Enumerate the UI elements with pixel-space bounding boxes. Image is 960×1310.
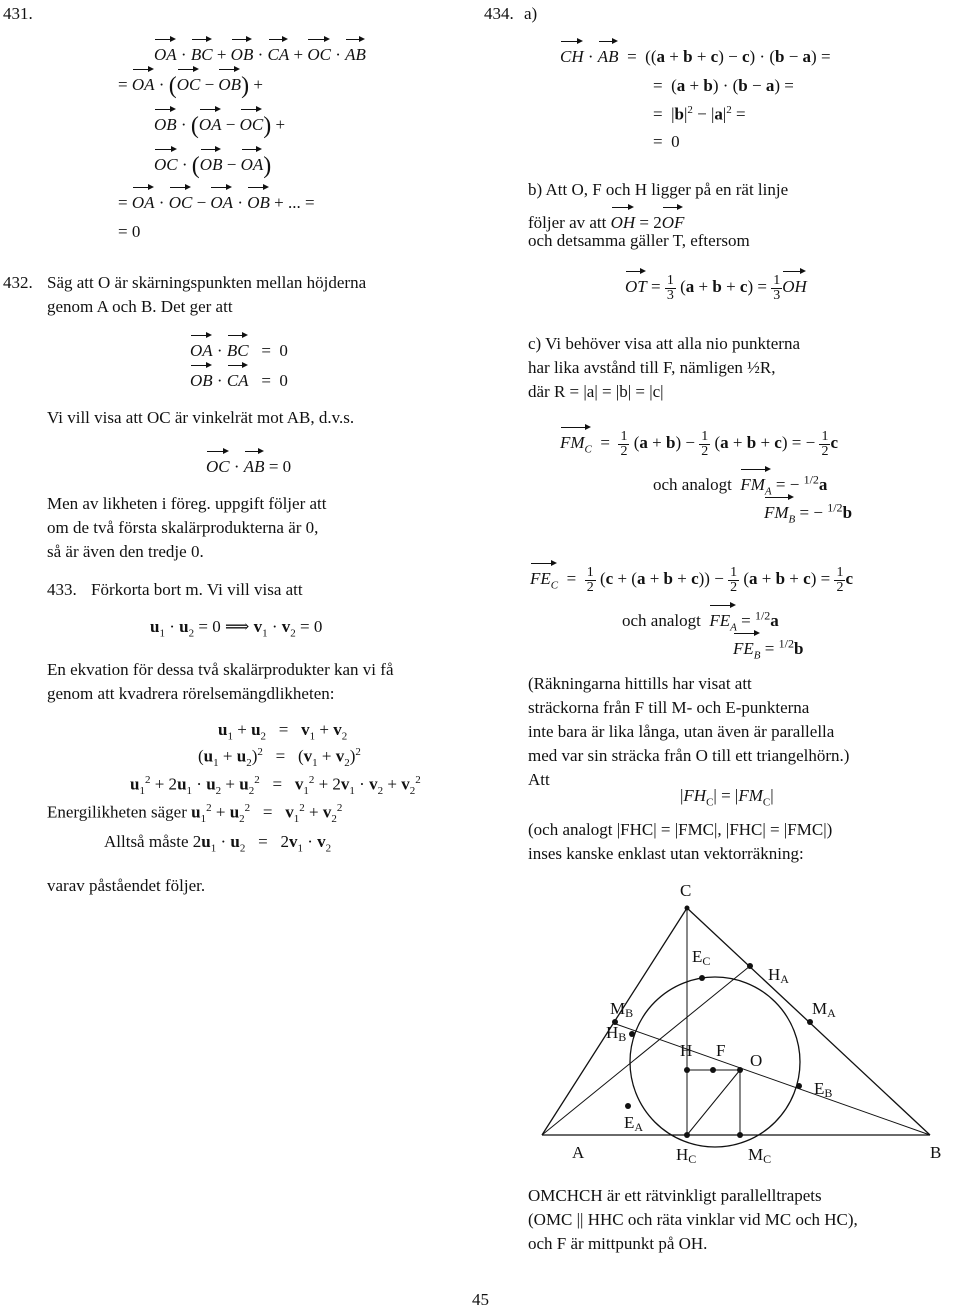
eq-431-line3: OB · (OA − OC) + xyxy=(154,106,285,141)
text-434c-att: Att xyxy=(528,770,550,789)
text-434c-remark2: sträckorna från F till M- och E-punkterna xyxy=(528,698,810,717)
svg-text:H: H xyxy=(680,1041,693,1060)
text-434b-line1: b) Att O, F och H ligger på en rät linje xyxy=(528,180,789,199)
eq-431-line6: = 0 xyxy=(118,222,141,241)
point-HC xyxy=(684,1132,690,1138)
point-EA xyxy=(625,1103,631,1109)
text-434c-remark3: inte bara är lika långa, utan även är parallella xyxy=(528,722,835,741)
point-O xyxy=(737,1067,743,1073)
text-433-conclusion: varav påståendet följer. xyxy=(47,876,206,895)
nine-point-circle xyxy=(630,977,800,1147)
point-EB xyxy=(796,1083,802,1089)
text-433-line2: genom att kvadrera rörelsemängdlikheten: xyxy=(47,684,335,703)
eq-434c-FEB: $FE_B = ^{1/2}b$ xyxy=(733,630,803,662)
segment-HC-O xyxy=(687,1070,740,1135)
text-434c-line1: c) Vi behöver visa att alla nio punkterna xyxy=(528,334,800,353)
text-432-line2: om de två första skalärprodukterna är 0, xyxy=(47,518,319,537)
eq-431-line4: OC · (OB − OA) xyxy=(154,146,271,181)
eq-431-line2: = OA · (OC − OB) + xyxy=(118,66,263,101)
text-432-intro2: genom A och B. Det ger att xyxy=(47,297,233,316)
text-434-fig3: och F är mittpunkt på OH. xyxy=(528,1234,708,1253)
svg-text:HC: HC xyxy=(676,1145,697,1166)
point-MA xyxy=(807,1019,813,1025)
text-434c-vector: inses kanske enklast utan vektorräkning: xyxy=(528,844,804,863)
page-number: 45 xyxy=(472,1290,489,1309)
text-434b-line3: och detsamma gäller T, eftersom xyxy=(528,231,750,250)
eq-434a-line4: = 0 xyxy=(653,132,680,151)
svg-text:MB: MB xyxy=(610,999,634,1020)
problem-431-number: 431. xyxy=(3,4,33,23)
eq-434b-OT: OT = $\frac{1}{3}$ (a + b + c) = $\frac{1}{3}$ OH xyxy=(625,268,807,303)
eq-433-row2: $(u_1 + u_2)^2 = (v_1 + v_2)^2$ xyxy=(198,746,361,770)
svg-text:HA: HA xyxy=(768,965,789,986)
eq-434c-FMB: $FM_B$ = − $^{1/2}$b xyxy=(764,494,852,526)
point-MC xyxy=(737,1132,743,1138)
eq-433-row5: Alltså måste $2u_1 \cdot u_2 = 2v_1 \cdot v_2$ xyxy=(104,832,332,855)
eq-431-line1: OA · BC + OB · CA + OC · AB xyxy=(154,36,366,65)
svg-text:HB: HB xyxy=(606,1023,627,1044)
eq-434c-FEC: $FE_C$ = $\frac{1}{2}$ (c + (a + b + c)) − $\frac{1}{2}$ (a + b + c) = $\frac{1}{2}$ c xyxy=(530,560,853,595)
svg-text:EC: EC xyxy=(692,947,711,968)
svg-text:EB: EB xyxy=(814,1079,833,1100)
point-HA xyxy=(747,963,753,969)
part-434-a: a) xyxy=(524,4,538,23)
eq-433-row1: $u_1 + u_2 = v_1 + v_2$ xyxy=(218,720,348,743)
text-434c-line3: där R = |a| = |b| = |c| xyxy=(528,382,664,401)
text-434c-line2: har lika avstånd till F, nämligen ½R, xyxy=(528,358,776,377)
text-433-line1: En ekvation för dessa två skalärprodukter kan vi få xyxy=(47,660,394,679)
eq-434a-line1: CH · AB = ((a + b + c) − c) · (b − a) = xyxy=(560,38,831,67)
text-434c-remark4: med var sin sträcka från O till ett triangelhörn.) xyxy=(528,746,850,765)
eq-433-row3: $u_1^2 + 2u_1 \cdot u_2 + u_2^2 = v_1^2 + 2v_1 \cdot v_2 + v_2^2$ xyxy=(130,774,421,798)
problem-432-number: 432. xyxy=(3,273,33,292)
svg-text:O: O xyxy=(750,1051,763,1070)
eq-432-goal: OC · AB = 0 xyxy=(206,448,291,477)
point-H xyxy=(684,1067,690,1073)
svg-text:B: B xyxy=(930,1143,942,1162)
eq-431-line5: = OA · OC − OA · OB + ... = xyxy=(118,184,315,213)
point-EC xyxy=(699,975,705,981)
triangle-figure xyxy=(520,870,960,1170)
point-F xyxy=(710,1067,716,1073)
text-432-goal: Vi vill visa att OC är vinkelrät mot AB, d.v.s. xyxy=(47,408,355,427)
text-434-fig2: (OMC || HHC och räta vinklar vid MC och HC), xyxy=(528,1210,858,1229)
eq-432-line1: OA · BC = 0 xyxy=(190,332,288,361)
svg-text:EA: EA xyxy=(624,1113,644,1134)
text-432-intro1: Säg att O är skärningspunkten mellan höjderna xyxy=(47,273,367,292)
text-434c-remark1: (Räkningarna hittills har visat att xyxy=(528,674,752,693)
problem-433-number: 433. xyxy=(47,580,77,599)
eq-434c-FHC: $|FH_C| = |FM_C|$ xyxy=(680,786,774,809)
svg-text:MC: MC xyxy=(748,1145,772,1166)
svg-text:F: F xyxy=(716,1041,726,1060)
text-433-intro: Förkorta bort m. Vi vill visa att xyxy=(91,580,303,599)
point-C xyxy=(685,906,690,911)
eq-434c-FMC: $FM_C$ = $\frac{1}{2}$ (a + b) − $\frac{1}{2}$ (a + b + c) = − $\frac{1}{2}$ c xyxy=(560,424,838,459)
text-434b-line2: följer av att OH = 2OF xyxy=(528,204,684,233)
eq-434c-FEA: och analogt $FE_A = ^{1/2}a$ xyxy=(622,602,779,634)
eq-433-row4: Energilikheten säger $u_1^2 + u_2^2 = v_1^2 + v_2^2$ xyxy=(47,802,343,826)
text-432-line3: så är även den tredje 0. xyxy=(47,542,204,561)
eq-432-line2: OB · CA = 0 xyxy=(190,362,288,391)
text-434-fig1: OMCHCH är ett rätvinkligt parallelltrapets xyxy=(528,1186,822,1205)
point-HB xyxy=(629,1031,635,1037)
svg-text:C: C xyxy=(680,881,692,900)
eq-433-goal: $u_1 \cdot u_2 = 0$ ⟹ $v_1 \cdot v_2 = 0$ xyxy=(150,617,323,640)
altitude-from-B xyxy=(613,1023,930,1135)
svg-text:MA: MA xyxy=(812,999,836,1020)
problem-434-number: 434. xyxy=(484,4,514,23)
eq-434c-FMA: och analogt $FM_A$ = − $^{1/2}$a xyxy=(653,466,827,498)
text-434c-analog: (och analogt |FHC| = |FMC|, |FHC| = |FMC|) xyxy=(528,820,833,839)
text-432-line1: Men av likheten i föreg. uppgift följer att xyxy=(47,494,327,513)
svg-text:A: A xyxy=(572,1143,585,1162)
eq-434a-line2: = (a + b) · (b − a) = xyxy=(653,76,794,95)
eq-434a-line3: = $|b|^2 - |a|^2$ = xyxy=(653,104,746,124)
